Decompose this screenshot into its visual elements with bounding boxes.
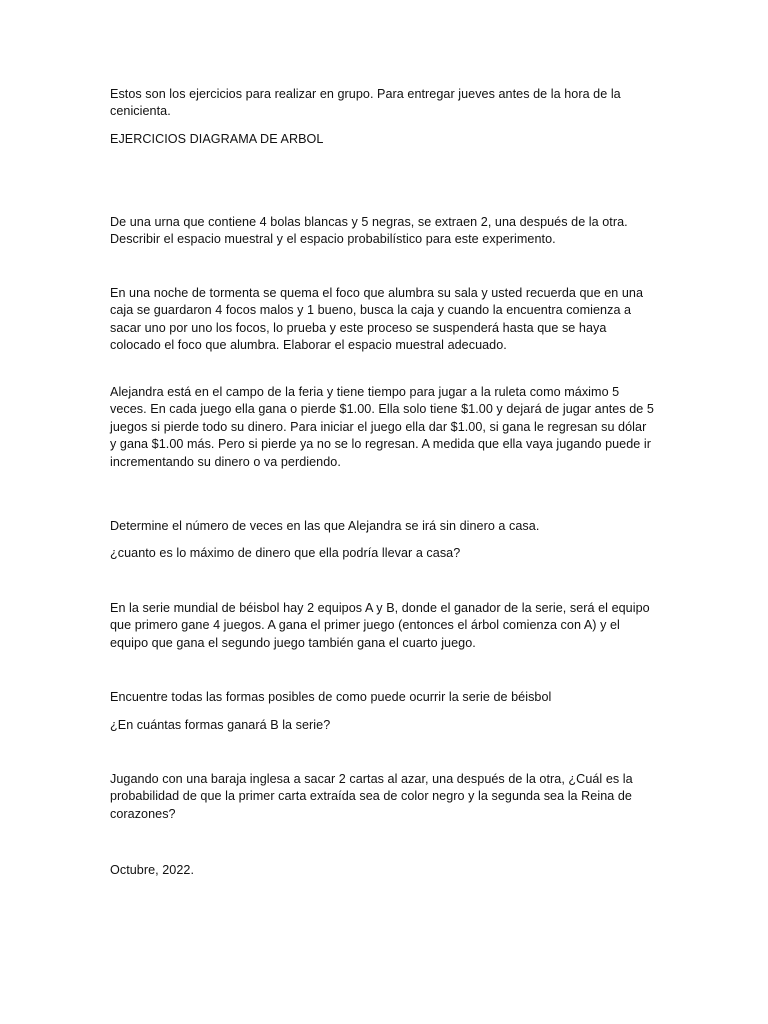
exercise-1-line: De una urna que contiene 4 bolas blancas y 5 negras, se extraen 2, una después de la otra. [110,215,628,229]
intro-line: cenicienta. [110,104,171,119]
exercise-4-paragraph [110,600,665,652]
exercise-1-line: Describir el espacio muestral y el espacio probabilístico para este experimento. [110,232,556,247]
date-text: Octubre, 2022. [110,863,195,877]
intro-line: Estos son los ejercicios para realizar en grupo. Para entregar jueves antes de la hora de la [110,87,621,101]
exercise-3-question-1 [110,518,665,535]
exercise-3-line: veces. En cada juego ella gana o pierde $1.00. Ella solo tiene $1.00 y dejará de jugar antes de 5 [110,402,654,417]
exercise-2-line: En una noche de tormenta se quema el foco que alumbra su sala y usted recuerda que en una [110,286,644,300]
exercise-4-line: En la serie mundial de béisbol hay 2 equipos A y B, donde el ganador de la serie, será el equipo [110,601,650,615]
exercise-5-line: corazones? [110,806,176,821]
exercise-4-line: equipo que gana el segundo juego también gana el cuarto juego. [110,635,476,650]
question-text: Determine el número de veces en las que Alejandra se irá sin dinero a casa. [110,519,540,533]
question-text: Encuentre todas las formas posibles de como puede ocurrir la serie de béisbol [110,690,552,704]
exercise-3-question-2 [110,545,665,562]
exercise-5-line: Jugando con una baraja inglesa a sacar 2 cartas al azar, una después de la otra, ¿Cuál es la [110,772,633,786]
document-date [110,862,665,879]
exercise-2-paragraph [110,285,665,355]
question-text: ¿En cuántas formas ganará B la serie? [110,718,331,732]
exercise-3-line: juegos si pierde todo su dinero. Para iniciar el juego ella dar $1.00, si gana le regresan su dólar [110,419,647,434]
exercise-1-paragraph [110,214,665,249]
question-text: ¿cuanto es lo máximo de dinero que ella podría llevar a casa? [110,546,461,560]
exercise-3-line: Alejandra está en el campo de la feria y tiene tiempo para jugar a la ruleta como máximo 5 [110,385,620,399]
exercise-2-line: sacar uno por uno los focos, lo prueba y este proceso se suspenderá hasta que se haya [110,320,607,335]
exercise-4-question-2 [110,717,665,734]
exercise-2-line: caja se guardaron 4 focos malos y 1 bueno, busca la caja y cuando la encuentra comienza a [110,303,632,318]
heading-text: EJERCICIOS DIAGRAMA DE ARBOL [110,132,324,146]
exercise-4-question-1 [110,689,665,706]
exercise-5-paragraph [110,771,665,823]
exercise-4-line: que primero gane 4 juegos. A gana el primer juego (entonces el árbol comienza con A) y el [110,618,620,633]
intro-paragraph [110,86,665,121]
exercise-3-line: y gana $1.00 más. Pero si pierde ya no se lo regresan. A medida que ella vaya jugando puede ir [110,437,651,452]
exercise-2-line: colocado el foco que alumbra. Elaborar el espacio muestral adecuado. [110,338,507,353]
exercise-5-line: probabilidad de que la primer carta extraída sea de color negro y la segunda sea la Reina de [110,789,632,804]
exercise-3-paragraph [110,384,665,471]
document-heading [110,131,665,148]
exercise-3-line: incrementando su dinero o va perdiendo. [110,454,341,469]
